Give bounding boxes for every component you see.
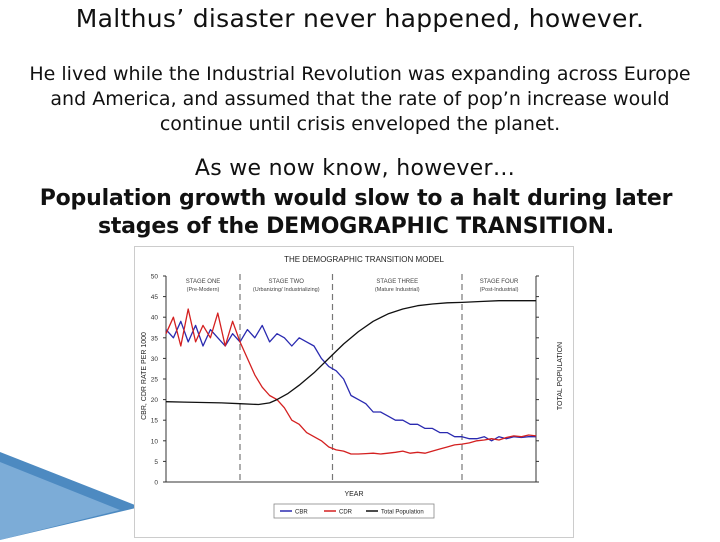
slide-title: Malthus’ disaster never happened, however. — [75, 4, 645, 33]
y-tick-label: 5 — [154, 458, 158, 466]
slide-emphasis-text: Population growth would slow to a halt during later stages of the DEMOGRAPHIC TRANSITION. — [39, 186, 673, 239]
corner-decoration — [0, 452, 140, 540]
y-axis-right-label: TOTAL POPULATION — [557, 341, 564, 411]
slide-lead-text: As we now know, however… — [194, 156, 516, 181]
stage-label: STAGE TWO — [268, 279, 304, 285]
y-tick-label: 45 — [150, 294, 158, 302]
legend-label: Total Population — [381, 509, 424, 516]
y-tick-label: 0 — [154, 479, 158, 487]
chart-title: THE DEMOGRAPHIC TRANSITION MODEL — [284, 255, 444, 264]
legend-label: CDR — [339, 509, 352, 516]
y-axis-label: CBR, CDR RATE PER 1000 — [141, 332, 148, 420]
stage-label: STAGE ONE — [185, 279, 221, 285]
y-tick-label: 40 — [150, 314, 158, 322]
y-tick-label: 20 — [150, 397, 158, 405]
x-axis-label: YEAR — [344, 491, 364, 498]
y-tick-label: 30 — [150, 355, 158, 363]
stage-sublabel: (Mature Industrial) — [374, 287, 420, 293]
stage-sublabel: (Urbanizing/ Industrializing) — [252, 287, 320, 293]
chart-svg — [134, 246, 574, 538]
y-tick-label: 10 — [150, 438, 158, 446]
y-tick-label: 25 — [150, 376, 158, 384]
chart-legend — [274, 504, 434, 518]
y-tick-label: 35 — [150, 335, 158, 343]
y-tick-label: 15 — [150, 417, 158, 425]
legend-label: CBR — [295, 509, 308, 516]
stage-sublabel: (Pre-Modern) — [186, 287, 220, 293]
slide-body-text: He lived while the Industrial Revolution was expanding across Europe and America, and assumed that the rate of pop’n increase would continue until crisis enveloped the planet. — [29, 63, 691, 135]
y-tick-label: 50 — [150, 273, 158, 281]
stage-label: STAGE FOUR — [479, 279, 519, 285]
stage-label: STAGE THREE — [376, 279, 419, 285]
demographic-transition-chart — [134, 246, 574, 538]
stage-sublabel: (Post-Industrial) — [479, 287, 519, 293]
